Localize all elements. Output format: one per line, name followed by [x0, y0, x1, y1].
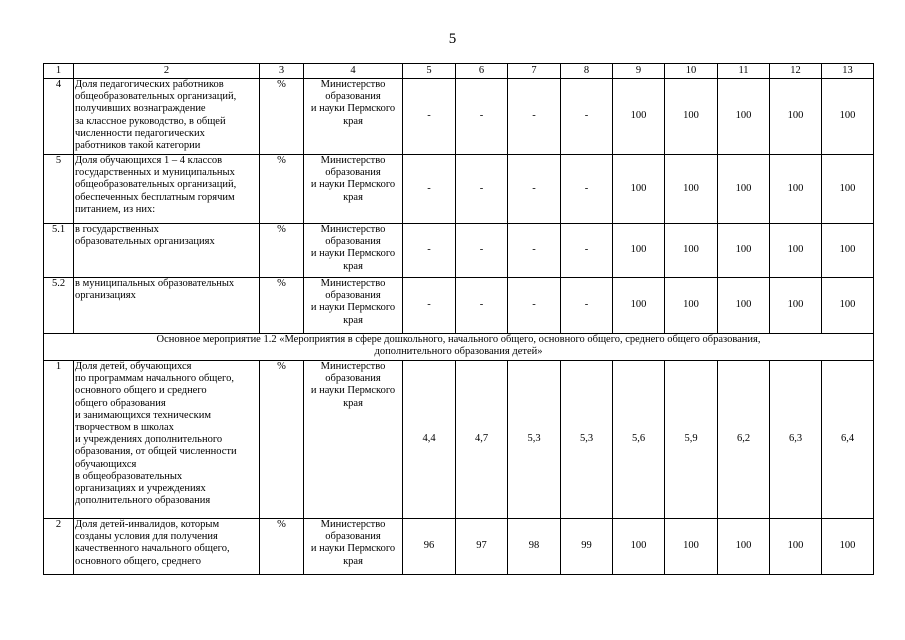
header-cell: 10 — [665, 64, 718, 79]
indicator-name — [74, 224, 260, 278]
indicator-name-line: организациях и учреждениях — [75, 483, 206, 495]
section-title-line: дополнительного образования детей» — [374, 346, 543, 358]
indicator-name-line: обеспеченных бесплатным горячим — [75, 191, 235, 203]
header-cell: 13 — [822, 64, 874, 79]
unit-cell: % — [260, 278, 304, 334]
indicator-name-line: получивших вознаграждение — [75, 103, 206, 115]
value-cell: 100 — [822, 278, 874, 334]
indicator-name-line: общеобразовательных организаций, — [75, 179, 237, 191]
indicator-name-line: Доля детей, обучающихся — [75, 361, 192, 372]
value-cell: 100 — [822, 224, 874, 278]
value-cell: 5,3 — [561, 361, 613, 519]
table-row — [44, 155, 874, 224]
value-cell: 98 — [508, 519, 561, 575]
responsible-org — [304, 519, 403, 575]
table-row — [44, 79, 874, 155]
value-cell: 100 — [770, 278, 822, 334]
indicator-name — [74, 519, 260, 575]
responsible-org-line: и науки Пермского — [310, 248, 396, 260]
indicator-name-line: основного общего, среднего — [75, 555, 202, 567]
value-cell: - — [561, 278, 613, 334]
value-cell: 100 — [770, 519, 822, 575]
value-cell: 100 — [665, 155, 718, 224]
value-cell: 100 — [718, 278, 770, 334]
indicator-name-line: Доля детей-инвалидов, которым — [75, 519, 220, 530]
value-cell: 100 — [770, 79, 822, 155]
value-cell: - — [403, 224, 456, 278]
responsible-org-line: и науки Пермского — [310, 302, 396, 314]
value-cell: 6,4 — [822, 361, 874, 519]
indicator-name-line: по программам начального общего, — [75, 373, 234, 385]
value-cell: - — [456, 79, 508, 155]
value-cell: 6,2 — [718, 361, 770, 519]
indicator-name-line: в общеобразовательных — [75, 470, 183, 482]
value-cell: 100 — [613, 224, 665, 278]
indicator-name-line: образовательных организациях — [75, 236, 215, 248]
unit-cell: % — [260, 79, 304, 155]
indicator-name-line: обучающихся — [75, 458, 137, 470]
indicator-name-line: питанием, из них: — [75, 203, 156, 215]
indicator-name-line: общего образования — [75, 397, 166, 409]
indicator-name-line: организациях — [75, 290, 136, 302]
table-row — [44, 224, 874, 278]
responsible-org-line: Министерство — [320, 79, 386, 90]
value-cell: - — [508, 79, 561, 155]
value-cell: 100 — [613, 79, 665, 155]
header-cell: 6 — [456, 64, 508, 79]
indicator-name-line: образования, от общей численности — [75, 446, 237, 458]
indicator-name-line: дополнительного образования — [75, 495, 211, 507]
value-cell: 100 — [613, 278, 665, 334]
responsible-org-line: образования — [325, 91, 381, 103]
responsible-org-line: края — [343, 260, 363, 272]
value-cell: 100 — [770, 155, 822, 224]
indicator-name-line: основного общего и среднего — [75, 385, 207, 397]
value-cell: 97 — [456, 519, 508, 575]
value-cell: 96 — [403, 519, 456, 575]
value-cell: 100 — [718, 79, 770, 155]
value-cell: 100 — [822, 79, 874, 155]
indicator-name-line: в муниципальных образовательных — [75, 278, 235, 289]
value-cell: - — [403, 278, 456, 334]
indicators-table — [43, 63, 874, 575]
value-cell: - — [508, 224, 561, 278]
responsible-org-line: и науки Пермского — [310, 543, 396, 555]
header-cell: 9 — [613, 64, 665, 79]
header-cell: 5 — [403, 64, 456, 79]
unit-cell: % — [260, 361, 304, 519]
table-row — [44, 278, 874, 334]
header-row — [44, 64, 874, 79]
responsible-org — [304, 79, 403, 155]
value-cell: 100 — [665, 519, 718, 575]
responsible-org-line: края — [343, 314, 363, 326]
value-cell: 100 — [718, 155, 770, 224]
header-cell: 11 — [718, 64, 770, 79]
responsible-org-line: и науки Пермского — [310, 385, 396, 397]
header-cell: 4 — [304, 64, 403, 79]
value-cell: 100 — [613, 519, 665, 575]
indicator-name-line: за классное руководство, в общей — [75, 115, 226, 127]
row-number: 5 — [44, 155, 74, 224]
value-cell: 100 — [665, 79, 718, 155]
value-cell: - — [456, 155, 508, 224]
responsible-org-line: Министерство — [320, 278, 386, 289]
row-number: 2 — [44, 519, 74, 575]
responsible-org-line: и науки Пермского — [310, 103, 396, 115]
value-cell: 99 — [561, 519, 613, 575]
value-cell: 6,3 — [770, 361, 822, 519]
indicator-name-line: в государственных — [75, 224, 159, 235]
value-cell: 100 — [613, 155, 665, 224]
responsible-org-line: края — [343, 191, 363, 203]
value-cell: 100 — [718, 224, 770, 278]
value-cell: 100 — [718, 519, 770, 575]
indicator-name-line: государственных и муниципальных — [75, 167, 235, 179]
responsible-org-line: Министерство — [320, 519, 386, 530]
responsible-org-line: края — [343, 555, 363, 567]
indicator-name-line: Доля педагогических работников — [75, 79, 224, 90]
value-cell: 100 — [822, 519, 874, 575]
value-cell: - — [403, 79, 456, 155]
value-cell: - — [456, 278, 508, 334]
responsible-org-line: края — [343, 397, 363, 409]
responsible-org-line: образования — [325, 290, 381, 302]
value-cell: 100 — [665, 224, 718, 278]
responsible-org-line: края — [343, 115, 363, 127]
indicator-name-line: Доля обучающихся 1 – 4 классов — [75, 155, 223, 166]
responsible-org — [304, 278, 403, 334]
indicator-name — [74, 79, 260, 155]
responsible-org-line: образования — [325, 373, 381, 385]
header-cell: 1 — [44, 64, 74, 79]
unit-cell: % — [260, 224, 304, 278]
row-number: 5.2 — [44, 278, 74, 334]
responsible-org — [304, 361, 403, 519]
row-number: 5.1 — [44, 224, 74, 278]
responsible-org-line: Министерство — [320, 361, 386, 372]
value-cell: 100 — [770, 224, 822, 278]
header-cell: 7 — [508, 64, 561, 79]
responsible-org-line: образования — [325, 531, 381, 543]
row-number: 4 — [44, 79, 74, 155]
indicator-name-line: созданы условия для получения — [75, 531, 218, 543]
section-title — [44, 334, 874, 361]
responsible-org-line: образования — [325, 167, 381, 179]
indicator-name-line: общеобразовательных организаций, — [75, 91, 237, 103]
header-cell: 12 — [770, 64, 822, 79]
table-row — [44, 519, 874, 575]
value-cell: - — [403, 155, 456, 224]
responsible-org-line: и науки Пермского — [310, 179, 396, 191]
value-cell: - — [508, 278, 561, 334]
table-row — [44, 361, 874, 519]
indicator-name — [74, 278, 260, 334]
responsible-org — [304, 155, 403, 224]
indicator-name — [74, 361, 260, 519]
value-cell: 5,9 — [665, 361, 718, 519]
responsible-org-line: Министерство — [320, 224, 386, 235]
indicator-name-line: и занимающихся техническим — [75, 409, 211, 421]
value-cell: 100 — [665, 278, 718, 334]
responsible-org-line: Министерство — [320, 155, 386, 166]
header-cell: 8 — [561, 64, 613, 79]
indicator-name-line: качественного начального общего, — [75, 543, 230, 555]
indicator-name-line: численности педагогических — [75, 127, 205, 139]
value-cell: - — [561, 224, 613, 278]
header-cell: 2 — [74, 64, 260, 79]
value-cell: 100 — [822, 155, 874, 224]
value-cell: - — [561, 79, 613, 155]
page-number: 5 — [448, 31, 457, 47]
value-cell: 5,3 — [508, 361, 561, 519]
indicator-name — [74, 155, 260, 224]
value-cell: - — [508, 155, 561, 224]
value-cell: 5,6 — [613, 361, 665, 519]
section-title-line: Основное мероприятие 1.2 «Мероприятия в сфере дошкольного, начального общего, основного общего, среднего общего образования, — [156, 334, 761, 345]
indicator-name-line: творчеством в школах — [75, 422, 174, 434]
section-row — [44, 334, 874, 361]
value-cell: - — [456, 224, 508, 278]
value-cell: - — [561, 155, 613, 224]
responsible-org — [304, 224, 403, 278]
value-cell: 4,4 — [403, 361, 456, 519]
indicator-name-line: работников такой категории — [75, 140, 201, 152]
row-number: 1 — [44, 361, 74, 519]
responsible-org-line: образования — [325, 236, 381, 248]
header-cell: 3 — [260, 64, 304, 79]
value-cell: 4,7 — [456, 361, 508, 519]
unit-cell: % — [260, 155, 304, 224]
indicator-name-line: и учреждениях дополнительного — [75, 434, 223, 446]
unit-cell: % — [260, 519, 304, 575]
